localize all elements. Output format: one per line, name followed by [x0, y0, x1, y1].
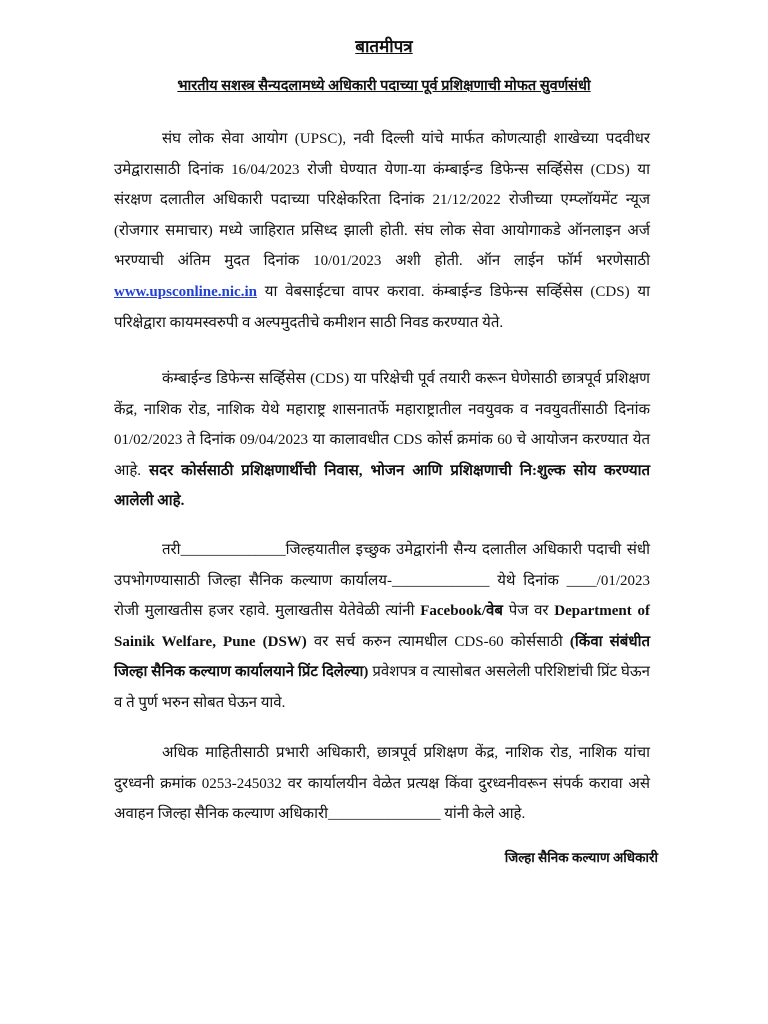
paragraph3-part3: वर सर्च करुन त्यामधील CDS-60 कोर्ससाठी	[313, 633, 563, 650]
paragraph2-free-facility-bold: सदर कोर्ससाठी प्रशिक्षणार्थीची निवास, भोजन आणि प्रशिक्षणाची नि:शुल्क सोय करण्यात आलेली आहे.	[114, 462, 651, 510]
paragraph3-print-note-bold: (किंवा संबंधीत जिल्हा सैनिक कल्याण कार्यालयाने प्रिंट दिलेल्या)	[114, 633, 650, 681]
paragraph3-part2: पेज वर	[508, 603, 549, 620]
paragraph-interview-instructions	[114, 535, 650, 719]
paragraph3-part4: प्रवेशपत्र व त्यासोबत असलेली परिशिष्टांची प्रिंट घेऊन व ते पुर्ण भरुन सोबत घेऊन यावे.	[114, 664, 650, 711]
paragraph1-text-after-link: या वेबसाईटचा वापर करावा. कंम्बाईन्ड डिफेन्स सर्व्हिसेस (CDS) या परिक्षेद्वारा कायमस्वरुपी व अल्पमुदतीचे कमीशन साठी निवड करण्यात येते.	[114, 283, 650, 331]
upsc-online-link[interactable]: www.upsconline.nic.in	[114, 283, 257, 300]
signature-designation: जिल्हा सैनिक कल्याण अधिकारी	[504, 850, 658, 865]
document-title: बातमीपत्र	[355, 37, 413, 56]
paragraph1-text-before-link: संघ लोक सेवा आयोग (UPSC), नवी दिल्ली यांचे मार्फत कोणत्याही शाखेच्या पदवीधर उमेद्वारासाठी दिनांक 16/04/2023 रोजी घेण्यात येणा-या कंम्बाईन्ड डिफेन्स सर्व्हिसेस (CDS) या संरक्षण दलातील अधिकारी पदाच्या परिक्षेकरिता दिनांक 21/12/2022 रोजीच्या एम्प्लॉयमेंट न्यूज (रोजगार समाचार) मध्ये जाहिरात प्रसिध्द झाली होती. संघ लोक सेवा आयोगाकडे ऑनलाइन अर्ज भरण्याची अंतिम मुदत दिनांक 10/01/2023 अशी होती. ऑन लाईन फॉर्म भरणेसाठी	[114, 131, 650, 270]
paragraph-contact-info: अधिक माहितीसाठी प्रभारी अधिकारी, छात्रपूर्व प्रशिक्षण केंद्र, नाशिक रोड, नाशिक यांचा दुरध्वनी क्रमांक 0253-245032 वर कार्यालयीन वेळेत प्रत्यक्ष किंवा दुरध्वनीवरून संपर्क करावा असे अवाहन जिल्हा सैनिक कल्याण अधिकारी_______________ यांनी केले आहे.	[114, 745, 650, 823]
paragraph2-text: कंम्बाईन्ड डिफेन्स सर्व्हिसेस (CDS) या परिक्षेची पूर्व तयारी करून घेणेसाठी छात्रपूर्व प्रशिक्षण केंद्र, नाशिक रोड, नाशिक येथे महाराष्ट्र शासनातर्फे महाराष्ट्रातील नवयुवक व नवयुवतींसाठी दिनांक 01/02/2023 ते दिनांक 09/04/2023 या कालावधीत CDS कोर्स क्रमांक 60 चे आयोजन करण्यात येत आहे.	[114, 371, 650, 479]
paragraph-upsc-cds-notice	[114, 124, 650, 338]
paragraph-training-course	[114, 364, 650, 517]
paragraph3-part1: तरी______________जिल्हयातील इच्छुक उमेद्वारांनी सैन्य दलातील अधिकारी पदाची संधी उपभोगण्यासाठी जिल्हा सैनिक कल्याण कार्यालय-_____________ येथे दिनांक ____/01/2023 रोजी मुलाखतीस हजर रहावे. मुलाखतीस येतेवेळी त्यांनी	[114, 542, 650, 620]
paragraph3-facebook-web-bold: Facebook/वेब	[420, 603, 503, 620]
document-subtitle: भारतीय सशस्त्र सैन्यदलामध्ये अधिकारी पदाच्या पूर्व प्रशिक्षणाची मोफत सुवर्णसंधी	[177, 78, 591, 94]
paragraph3-dsw-bold: Department of Sainik Welfare, Pune (DSW)	[114, 603, 650, 650]
